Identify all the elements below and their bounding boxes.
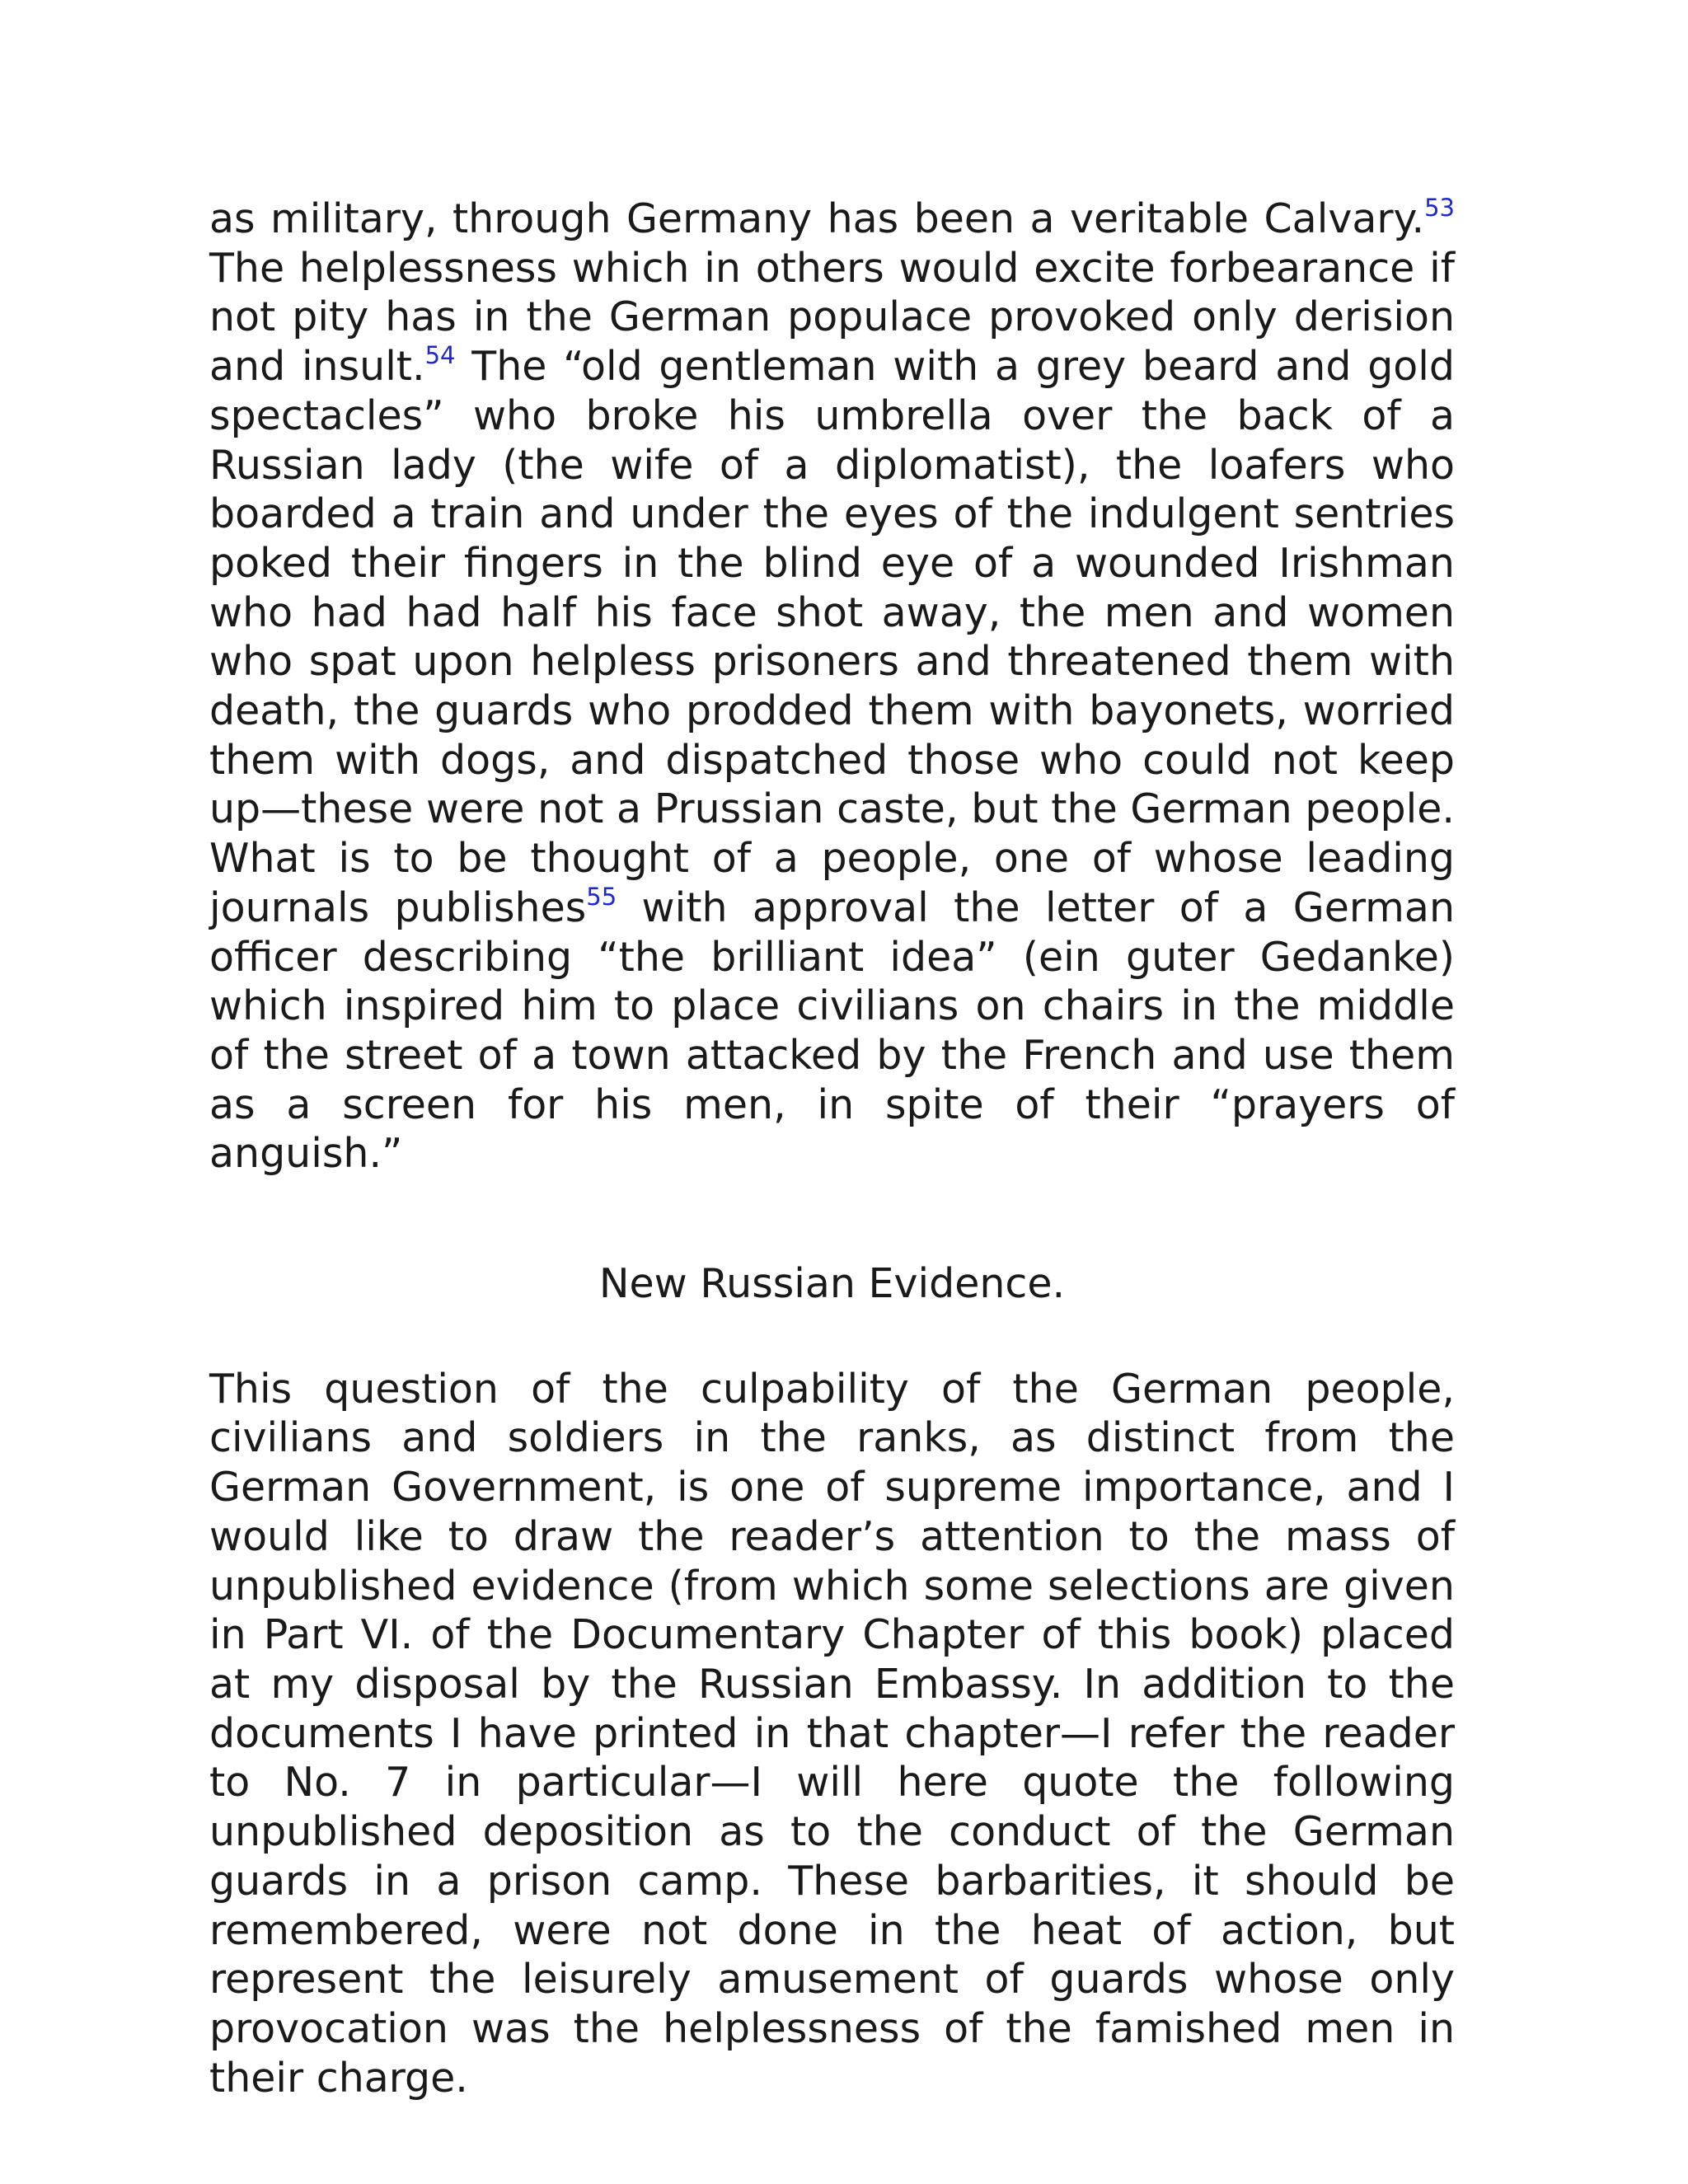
footnote-link-54[interactable]: 54 bbox=[424, 341, 456, 370]
footnote-link-53[interactable]: 53 bbox=[1424, 194, 1455, 222]
section-heading: New Russian Evidence. bbox=[598, 1260, 1066, 1308]
footnote-link-55[interactable]: 55 bbox=[586, 882, 617, 911]
document-page bbox=[209, 194, 1455, 2102]
body-paragraph: This question of the culpability of the German people, civilians and soldiers in the ranks, as distinct from the German Government, is one of supreme importance, and I would like to draw the reader’s attention to the mass of unpublished evidence (from which some selections are given in Part VI. of the Documentary Chapter of this book) placed at my disposal by the Russian Embassy. In addition to the documents I have printed in that chapter—I refer the reader to No. 7 in particular—I will here quote the following unpublished deposition as to the conduct of the German guards in a prison camp. These barbarities, it should be remembered, were not done in the heat of action, but represent the leisurely amusement of guards whose only provocation was the helplessness of the famished men in their charge. bbox=[209, 1365, 1455, 2102]
paragraph-text: with approval the letter of a German officer describing “the brilliant idea” (ein guter Gedanke) which inspired him to place civilians on chairs in the middle of the street of a town attacked by the French and use them as a screen for his men, in spite of their “prayers of anguish.” bbox=[209, 883, 1455, 1178]
paragraph-text: The “old gentleman with a grey beard and gold spectacles” who broke his umbrella over the back of a Russian lady (the wife of a diplomatist), the loafers who boarded a train and under the eyes of the indulgent sentries poked their fingers in the blind eye of a wounded Irishman who had had half his face shot away, the men and women who spat upon helpless prisoners and threatened them with death, the guards who prodded them with bayonets, worried them with dogs, and dispatched those who could not keep up—these were not a Prussian caste, but the German people. What is to be thought of a people, one of whose leading journals publishes bbox=[209, 343, 1455, 931]
paragraph-text: as military, through Germany has been a veritable Calvary. bbox=[209, 195, 1425, 242]
paragraph-text: The helplessness which in others would excite forbearance if not pity has in the German populace provoked only derision and insult. bbox=[209, 244, 1455, 391]
body-paragraph bbox=[209, 194, 1455, 1179]
